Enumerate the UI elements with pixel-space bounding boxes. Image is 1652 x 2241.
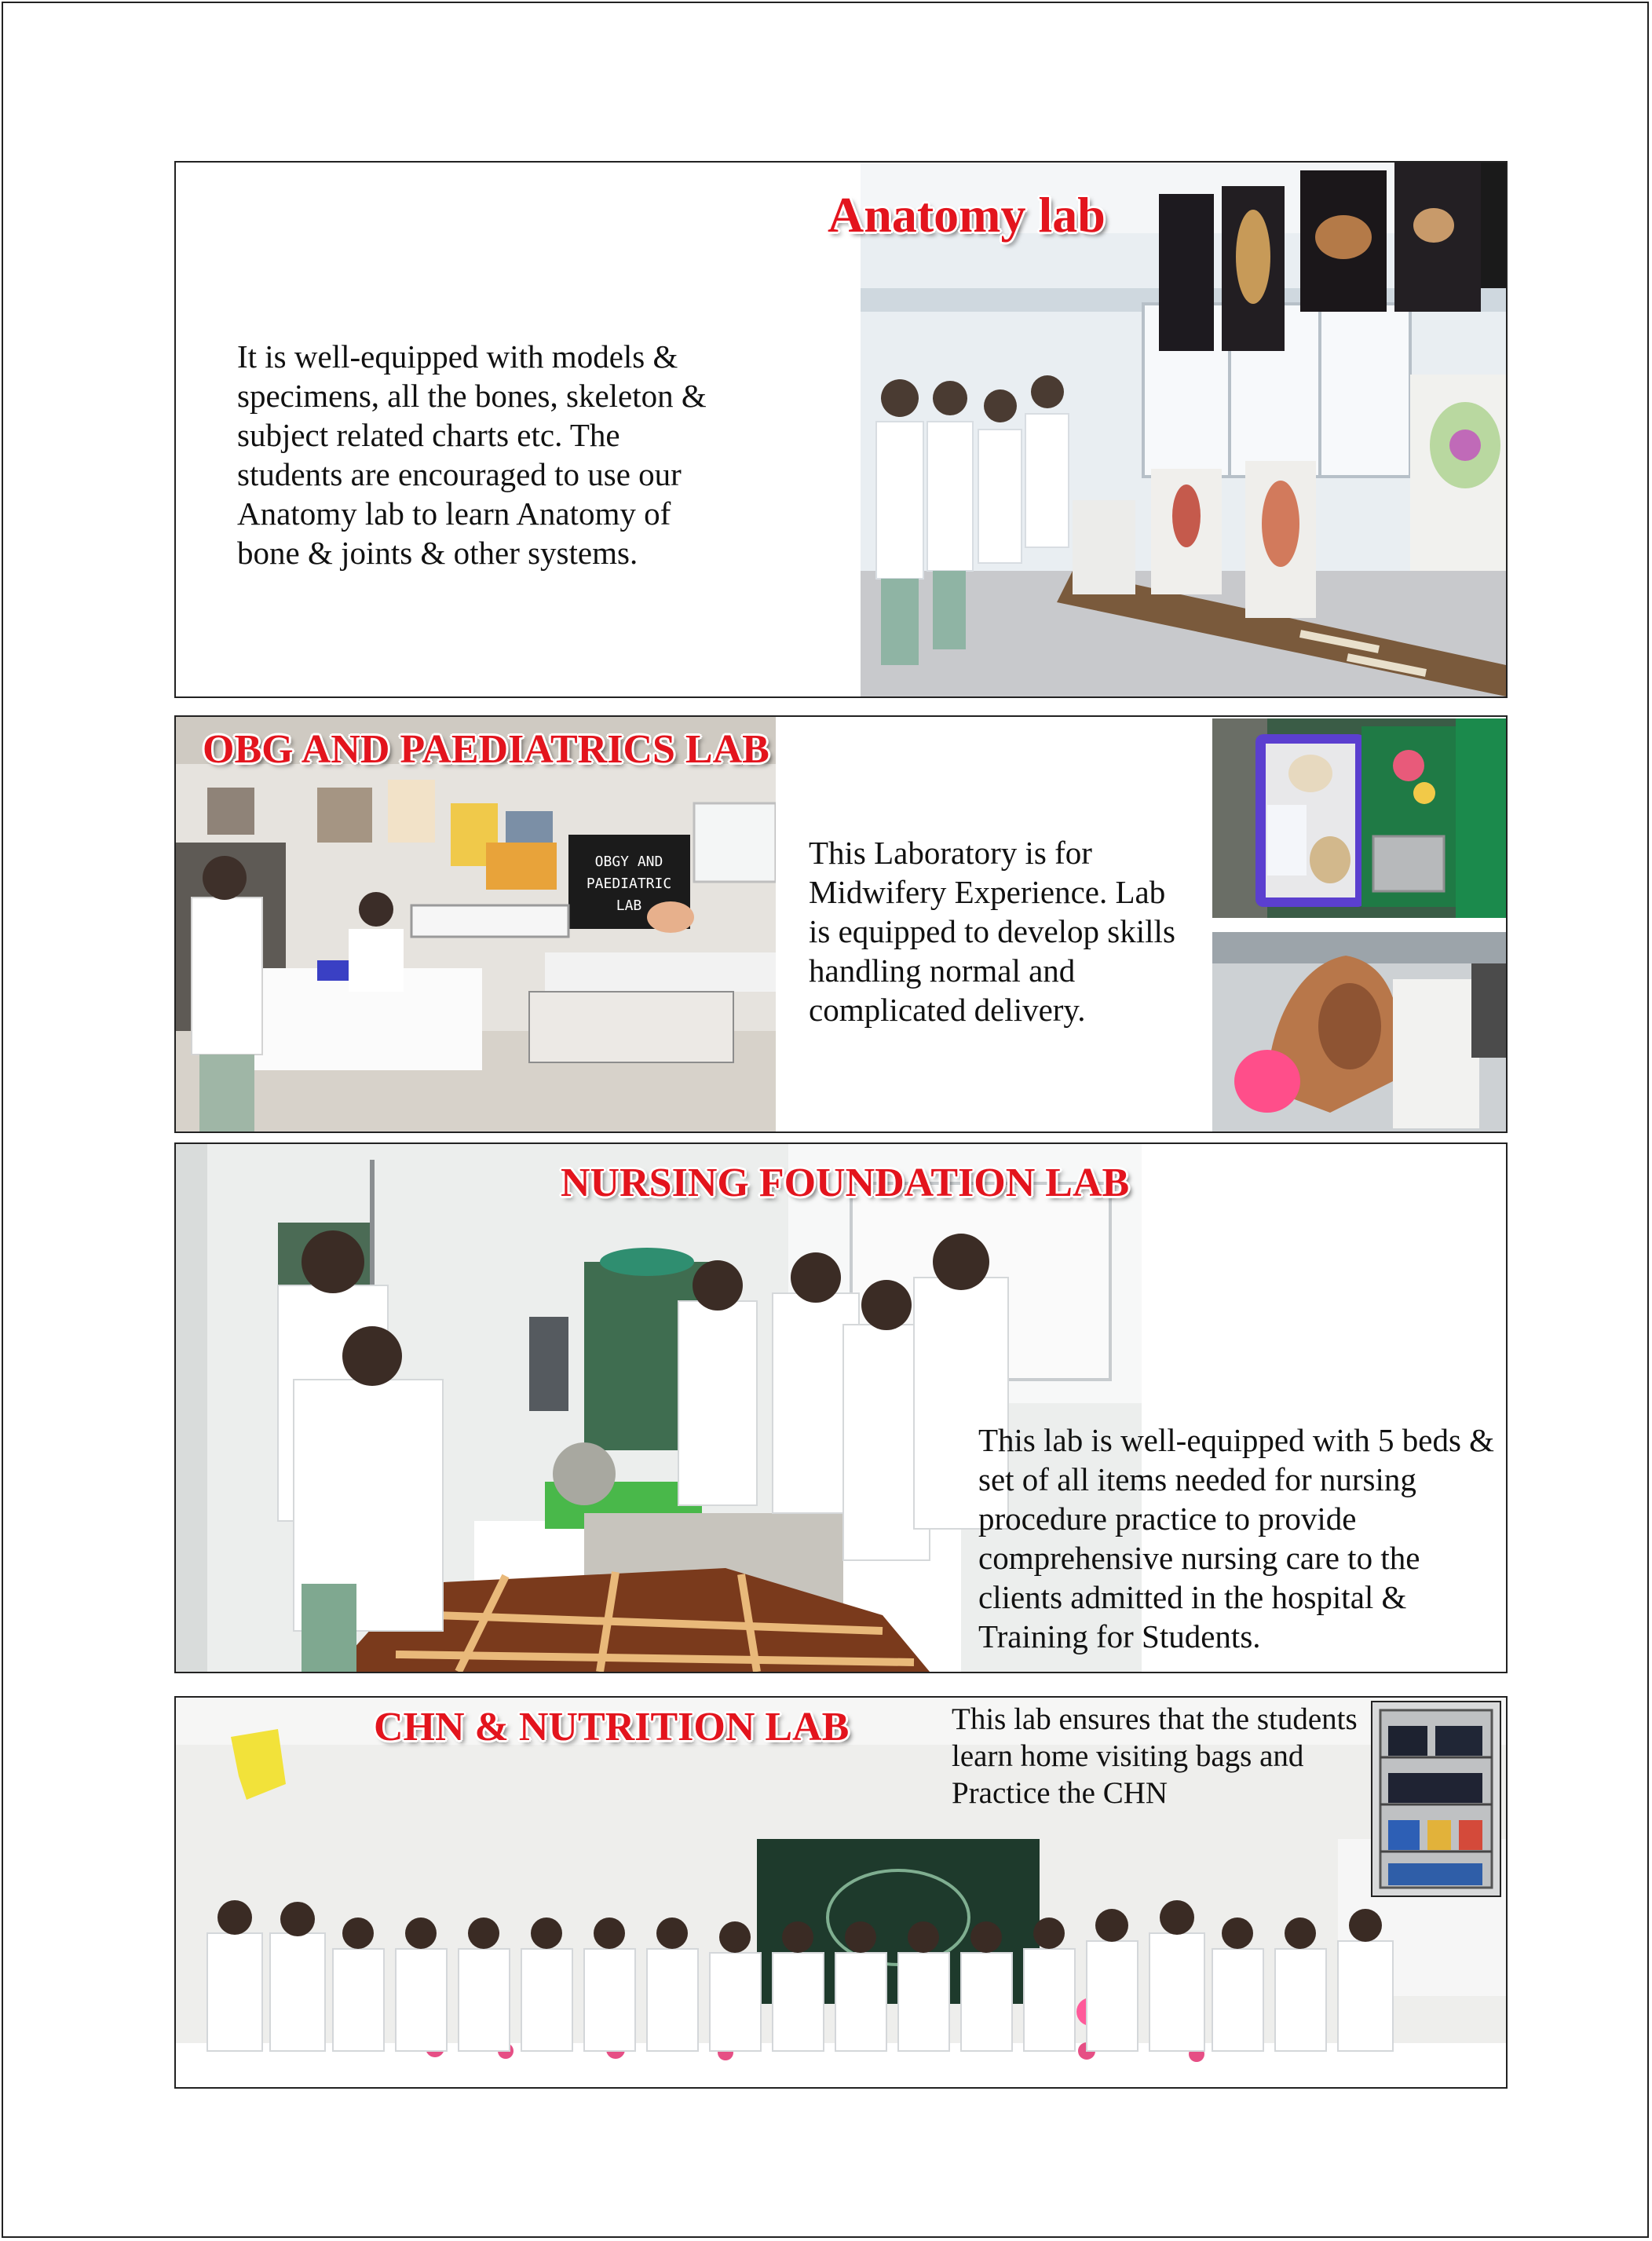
home-visiting-bags-shelf-photo [1371,1701,1501,1897]
delivery-kit-tray-photo [1212,718,1506,918]
svg-text:PAEDIATRIC: PAEDIATRIC [586,876,672,892]
chn-lab-panel [174,1696,1508,2089]
nursing-lab-title: NURSING FOUNDATION LAB [561,1161,1130,1205]
chn-lab-title: CHN & NUTRITION LAB [374,1705,850,1749]
nursing-lab-description: This lab is well-equipped with 5 beds & set of all items needed for nursing procedure practice to provide comprehensive nursing care to the clients admitted in the hospital & Training for Students. [978,1422,1495,1654]
anatomy-lab-title: Anatomy lab [828,187,1106,243]
anatomy-lab-panel [174,161,1508,698]
obg-lab-room-photo [176,717,776,1131]
obg-lab-panel [174,715,1508,1133]
pelvis-model-photo [1212,932,1506,1131]
svg-text:LAB: LAB [616,897,642,914]
nursing-lab-panel [174,1142,1508,1673]
obg-lab-description: This Laboratory is for Midwifery Experience. Lab is equipped to develop skills handling normal and complicated delivery. [809,835,1175,1028]
obg-lab-title: OBG AND PAEDIATRICS LAB [203,727,769,772]
anatomy-lab-description: It is well-equipped with models & specimens, all the bones, skeleton & subject related charts etc. The students are encouraged to use our Anatomy lab to learn Anatomy of bone & joints & other systems. [237,338,707,571]
svg-text:OBGY AND: OBGY AND [594,854,663,870]
chn-lab-description: This lab ensures that the students learn home visiting bags and Practice the CHN [952,1702,1358,1810]
